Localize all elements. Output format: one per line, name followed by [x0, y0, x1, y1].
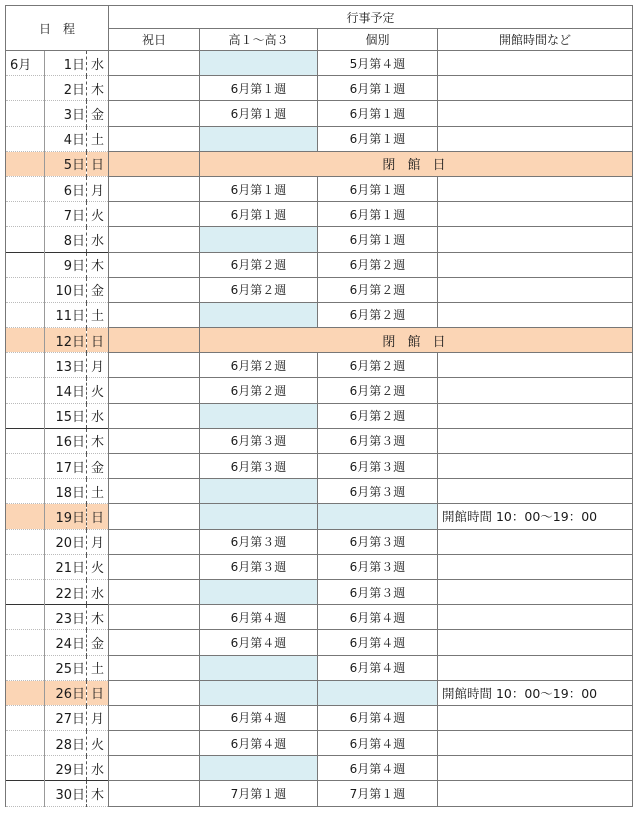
- weekday-cell: 水: [87, 403, 109, 428]
- weekday-cell: 木: [87, 605, 109, 630]
- table-row: [6, 579, 633, 604]
- grades-cell: [200, 680, 318, 705]
- holiday-cell: [109, 605, 200, 630]
- holiday-cell: [109, 428, 200, 453]
- individual-cell: 6月第４週: [318, 731, 438, 756]
- month-cell: [6, 428, 45, 453]
- table-row: [6, 126, 633, 151]
- month-cell: [6, 731, 45, 756]
- individual-cell: 6月第３週: [318, 479, 438, 504]
- day-cell: 22日: [45, 579, 87, 604]
- grades-cell: 6月第２週: [200, 252, 318, 277]
- table-row: [6, 731, 633, 756]
- weekday-cell: 土: [87, 655, 109, 680]
- day-cell: 18日: [45, 479, 87, 504]
- day-cell: 1日: [45, 51, 87, 76]
- day-cell: 19日: [45, 504, 87, 529]
- grades-cell: 6月第２週: [200, 353, 318, 378]
- day-cell: 14日: [45, 378, 87, 403]
- day-cell: 6日: [45, 176, 87, 201]
- table-row: [6, 202, 633, 227]
- table-row: [6, 680, 633, 705]
- grades-cell: 6月第２週: [200, 277, 318, 302]
- individual-cell: 5月第４週: [318, 51, 438, 76]
- holiday-cell: [109, 302, 200, 327]
- notes-cell: [438, 51, 633, 76]
- schedule-table: [5, 5, 633, 807]
- month-cell: [6, 101, 45, 126]
- individual-cell: 6月第１週: [318, 176, 438, 201]
- closed-day-label: 閉 館 日: [200, 151, 633, 176]
- table-row: [6, 454, 633, 479]
- weekday-cell: 金: [87, 454, 109, 479]
- individual-cell: 6月第３週: [318, 454, 438, 479]
- events-header: 行事予定: [109, 6, 633, 29]
- notes-cell: [438, 605, 633, 630]
- individual-cell: 6月第４週: [318, 605, 438, 630]
- month-cell: [6, 454, 45, 479]
- day-cell: 15日: [45, 403, 87, 428]
- month-cell: [6, 605, 45, 630]
- individual-cell: 6月第２週: [318, 302, 438, 327]
- month-cell: [6, 655, 45, 680]
- individual-cell: 6月第４週: [318, 705, 438, 730]
- notes-cell: [438, 428, 633, 453]
- table-row: [6, 504, 633, 529]
- notes-cell: [438, 302, 633, 327]
- day-cell: 29日: [45, 756, 87, 781]
- table-row: [6, 302, 633, 327]
- weekday-cell: 水: [87, 227, 109, 252]
- holiday-cell: [109, 781, 200, 806]
- notes-cell: [438, 202, 633, 227]
- individual-cell: 6月第１週: [318, 202, 438, 227]
- day-cell: 23日: [45, 605, 87, 630]
- individual-cell: 6月第４週: [318, 756, 438, 781]
- day-cell: 20日: [45, 529, 87, 554]
- month-cell: [6, 126, 45, 151]
- grades-cell: [200, 504, 318, 529]
- day-cell: 27日: [45, 705, 87, 730]
- weekday-cell: 火: [87, 202, 109, 227]
- weekday-cell: 火: [87, 731, 109, 756]
- month-cell: 6月: [6, 51, 45, 76]
- grades-cell: 7月第１週: [200, 781, 318, 806]
- grades-cell: [200, 655, 318, 680]
- holiday-cell: [109, 202, 200, 227]
- holiday-cell: [109, 756, 200, 781]
- individual-cell: 6月第２週: [318, 403, 438, 428]
- notes-cell: 開館時間 10：00～19：00: [438, 504, 633, 529]
- holiday-cell: [109, 76, 200, 101]
- table-row: [6, 705, 633, 730]
- weekday-cell: 木: [87, 428, 109, 453]
- weekday-cell: 日: [87, 504, 109, 529]
- table-row: [6, 554, 633, 579]
- weekday-cell: 火: [87, 554, 109, 579]
- grades-cell: 6月第３週: [200, 529, 318, 554]
- grades-cell: 6月第４週: [200, 605, 318, 630]
- individual-cell: 6月第２週: [318, 378, 438, 403]
- grades-cell: 6月第４週: [200, 630, 318, 655]
- day-cell: 9日: [45, 252, 87, 277]
- day-cell: 4日: [45, 126, 87, 151]
- notes-cell: [438, 655, 633, 680]
- day-cell: 12日: [45, 328, 87, 353]
- weekday-cell: 木: [87, 781, 109, 806]
- grades-cell: 6月第３週: [200, 454, 318, 479]
- table-row: [6, 353, 633, 378]
- month-cell: [6, 630, 45, 655]
- holiday-cell: [109, 126, 200, 151]
- weekday-cell: 月: [87, 176, 109, 201]
- day-cell: 13日: [45, 353, 87, 378]
- grades-cell: [200, 51, 318, 76]
- month-cell: [6, 579, 45, 604]
- grades-cell: [200, 756, 318, 781]
- day-cell: 17日: [45, 454, 87, 479]
- weekday-cell: 金: [87, 630, 109, 655]
- grades-cell: 6月第２週: [200, 378, 318, 403]
- holiday-cell: [109, 579, 200, 604]
- table-row: [6, 756, 633, 781]
- day-cell: 3日: [45, 101, 87, 126]
- notes-cell: [438, 781, 633, 806]
- table-row: [6, 227, 633, 252]
- notes-cell: [438, 731, 633, 756]
- grades-cell: 6月第１週: [200, 202, 318, 227]
- month-cell: [6, 680, 45, 705]
- individual-cell: [318, 680, 438, 705]
- notes-cell: [438, 554, 633, 579]
- weekday-cell: 月: [87, 353, 109, 378]
- individual-cell: 6月第３週: [318, 579, 438, 604]
- grades-cell: [200, 403, 318, 428]
- holiday-cell: [109, 680, 200, 705]
- holiday-cell: [109, 101, 200, 126]
- grades-cell: 6月第４週: [200, 705, 318, 730]
- weekday-cell: 水: [87, 756, 109, 781]
- weekday-cell: 木: [87, 76, 109, 101]
- grades-cell: [200, 126, 318, 151]
- month-cell: [6, 554, 45, 579]
- table-row: [6, 479, 633, 504]
- grades-cell: [200, 302, 318, 327]
- notes-cell: [438, 756, 633, 781]
- month-cell: [6, 756, 45, 781]
- grades-cell: 6月第３週: [200, 428, 318, 453]
- weekday-cell: 土: [87, 126, 109, 151]
- month-cell: [6, 202, 45, 227]
- individual-cell: 6月第１週: [318, 101, 438, 126]
- table-row: [6, 176, 633, 201]
- notes-cell: [438, 705, 633, 730]
- day-cell: 5日: [45, 151, 87, 176]
- month-cell: [6, 328, 45, 353]
- notes-cell: [438, 378, 633, 403]
- individual-cell: 6月第３週: [318, 529, 438, 554]
- holiday-cell: [109, 151, 200, 176]
- month-cell: [6, 705, 45, 730]
- table-row: [6, 378, 633, 403]
- month-cell: [6, 227, 45, 252]
- holiday-cell: [109, 252, 200, 277]
- grades-cell: 6月第１週: [200, 176, 318, 201]
- individual-cell: 6月第３週: [318, 428, 438, 453]
- table-row: [6, 428, 633, 453]
- weekday-cell: 木: [87, 252, 109, 277]
- weekday-cell: 水: [87, 51, 109, 76]
- grades-cell: 6月第１週: [200, 101, 318, 126]
- table-row: [6, 781, 633, 806]
- holiday-cell: [109, 630, 200, 655]
- schedule-body: [6, 51, 633, 807]
- weekday-cell: 月: [87, 529, 109, 554]
- holiday-cell: [109, 51, 200, 76]
- grades-cell: 6月第１週: [200, 76, 318, 101]
- notes-cell: [438, 579, 633, 604]
- holiday-cell: [109, 378, 200, 403]
- day-cell: 24日: [45, 630, 87, 655]
- notes-cell: [438, 101, 633, 126]
- individual-cell: 6月第４週: [318, 655, 438, 680]
- notes-cell: [438, 630, 633, 655]
- month-cell: [6, 529, 45, 554]
- grades-cell: [200, 579, 318, 604]
- table-row: [6, 328, 633, 353]
- grades-column-header: 高１～高３: [200, 29, 318, 51]
- weekday-cell: 月: [87, 705, 109, 730]
- notes-cell: [438, 252, 633, 277]
- closed-day-label: 閉 館 日: [200, 328, 633, 353]
- weekday-cell: 日: [87, 151, 109, 176]
- month-cell: [6, 176, 45, 201]
- weekday-cell: 金: [87, 101, 109, 126]
- day-cell: 2日: [45, 76, 87, 101]
- table-row: [6, 630, 633, 655]
- holiday-cell: [109, 705, 200, 730]
- month-cell: [6, 378, 45, 403]
- notes-cell: [438, 126, 633, 151]
- weekday-cell: 日: [87, 328, 109, 353]
- day-cell: 7日: [45, 202, 87, 227]
- table-row: [6, 151, 633, 176]
- table-row: [6, 605, 633, 630]
- day-cell: 10日: [45, 277, 87, 302]
- table-row: [6, 529, 633, 554]
- individual-column-header: 個別: [318, 29, 438, 51]
- holiday-cell: [109, 328, 200, 353]
- individual-cell: 6月第２週: [318, 277, 438, 302]
- table-row: [6, 101, 633, 126]
- notes-cell: [438, 529, 633, 554]
- grades-cell: 6月第４週: [200, 731, 318, 756]
- month-cell: [6, 252, 45, 277]
- holiday-cell: [109, 504, 200, 529]
- notes-cell: [438, 403, 633, 428]
- notes-cell: [438, 353, 633, 378]
- month-cell: [6, 403, 45, 428]
- holiday-cell: [109, 655, 200, 680]
- table-row: [6, 51, 633, 76]
- weekday-cell: 日: [87, 680, 109, 705]
- month-cell: [6, 781, 45, 806]
- holiday-cell: [109, 479, 200, 504]
- holiday-cell: [109, 731, 200, 756]
- holiday-cell: [109, 176, 200, 201]
- notes-cell: [438, 76, 633, 101]
- table-row: [6, 655, 633, 680]
- holiday-cell: [109, 353, 200, 378]
- holiday-cell: [109, 277, 200, 302]
- holiday-cell: [109, 554, 200, 579]
- holiday-cell: [109, 454, 200, 479]
- day-cell: 26日: [45, 680, 87, 705]
- individual-cell: 6月第２週: [318, 353, 438, 378]
- grades-cell: [200, 479, 318, 504]
- individual-cell: 6月第２週: [318, 252, 438, 277]
- weekday-cell: 金: [87, 277, 109, 302]
- notes-column-header: 開館時間など: [438, 29, 633, 51]
- table-row: [6, 76, 633, 101]
- weekday-cell: 土: [87, 479, 109, 504]
- weekday-cell: 火: [87, 378, 109, 403]
- notes-cell: [438, 176, 633, 201]
- month-cell: [6, 504, 45, 529]
- month-cell: [6, 353, 45, 378]
- notes-cell: [438, 227, 633, 252]
- notes-cell: [438, 454, 633, 479]
- table-row: [6, 277, 633, 302]
- individual-cell: [318, 504, 438, 529]
- schedule-header: 日 程: [6, 6, 109, 51]
- day-cell: 11日: [45, 302, 87, 327]
- month-cell: [6, 76, 45, 101]
- individual-cell: 6月第４週: [318, 630, 438, 655]
- notes-cell: [438, 277, 633, 302]
- day-cell: 16日: [45, 428, 87, 453]
- month-cell: [6, 277, 45, 302]
- day-cell: 28日: [45, 731, 87, 756]
- day-cell: 8日: [45, 227, 87, 252]
- holiday-cell: [109, 227, 200, 252]
- notes-cell: [438, 479, 633, 504]
- day-cell: 21日: [45, 554, 87, 579]
- day-cell: 25日: [45, 655, 87, 680]
- grades-cell: 6月第３週: [200, 554, 318, 579]
- day-cell: 30日: [45, 781, 87, 806]
- weekday-cell: 水: [87, 579, 109, 604]
- individual-cell: 6月第１週: [318, 227, 438, 252]
- holiday-cell: [109, 529, 200, 554]
- month-cell: [6, 479, 45, 504]
- notes-cell: 開館時間 10：00～19：00: [438, 680, 633, 705]
- table-row: [6, 252, 633, 277]
- individual-cell: 6月第１週: [318, 76, 438, 101]
- holiday-cell: [109, 403, 200, 428]
- individual-cell: 6月第３週: [318, 554, 438, 579]
- month-cell: [6, 151, 45, 176]
- individual-cell: 7月第１週: [318, 781, 438, 806]
- weekday-cell: 土: [87, 302, 109, 327]
- individual-cell: 6月第１週: [318, 126, 438, 151]
- table-row: [6, 403, 633, 428]
- grades-cell: [200, 227, 318, 252]
- holiday-column-header: 祝日: [109, 29, 200, 51]
- month-cell: [6, 302, 45, 327]
